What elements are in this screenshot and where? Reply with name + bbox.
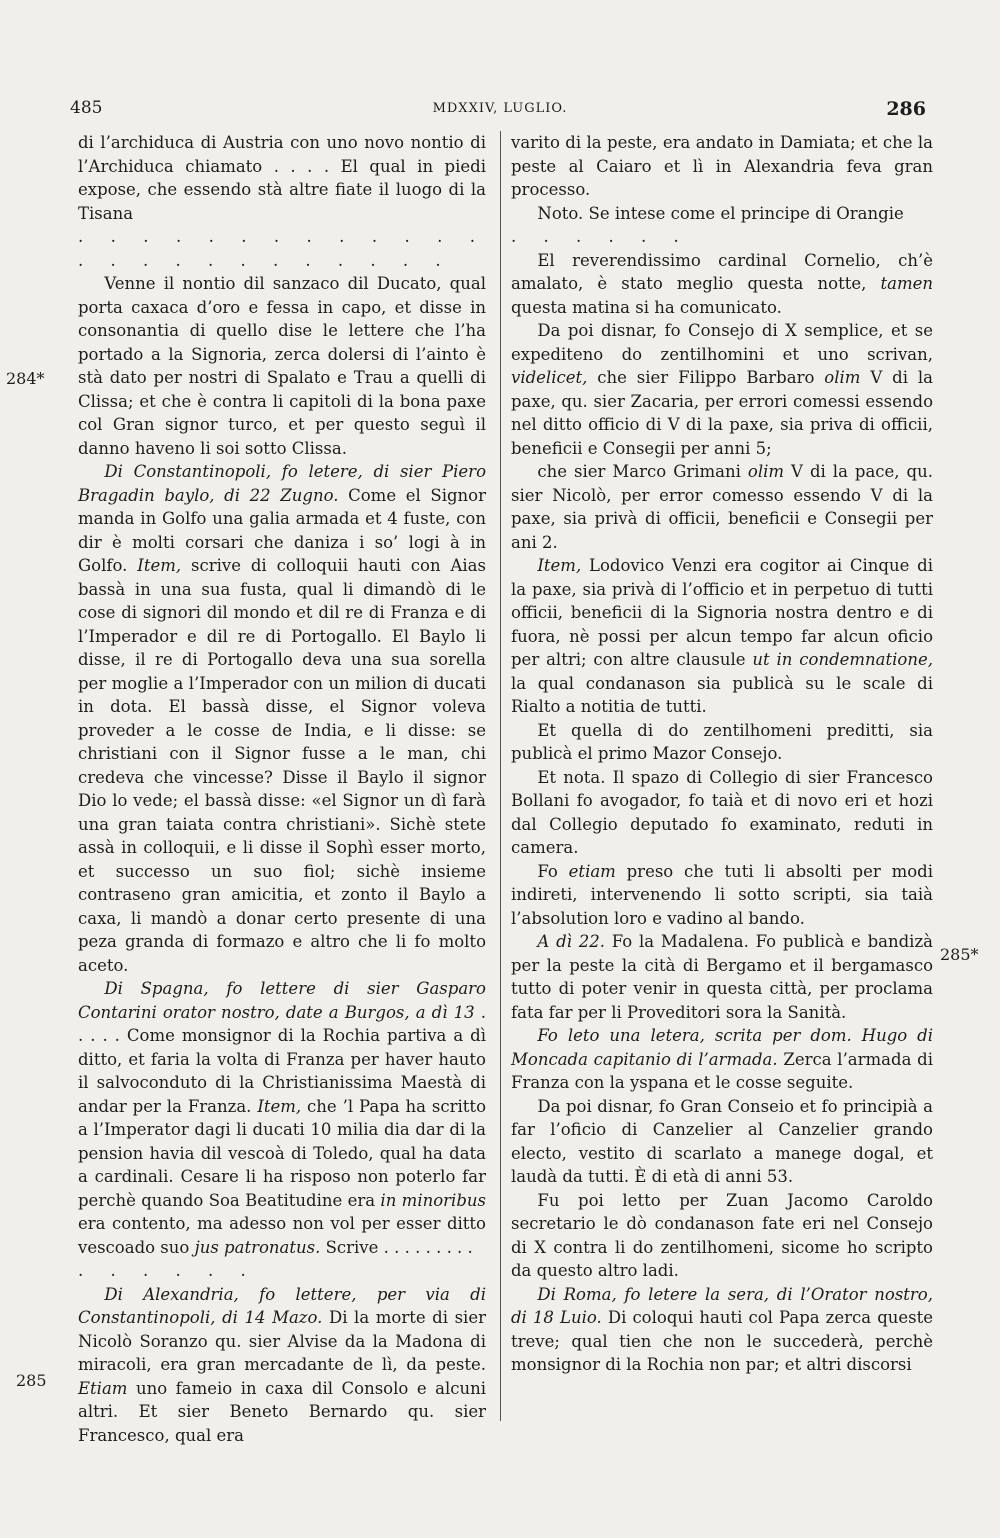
italic-text: etiam [568,861,616,881]
italic-text: in minoribus [380,1190,486,1210]
text: Zerca l’armada di Franza con la yspana et le cosse seguite. [511,1049,933,1092]
text: Di coloqui hauti col Papa zerca queste treve; qual tien che non le succederà, perchè monsignor di la Rochia non par; et altri discorsi [511,1308,934,1374]
paragraph [78,225,486,272]
text: uno fameio in caxa dil Consolo e alcuni altri. Et sier Beneto Bernardo qu. sier Francesco, qual era [78,1378,486,1445]
text: Scrive . . . . . . . . . [320,1237,473,1257]
paragraph [511,1024,933,1095]
paragraph [511,249,933,320]
text: Fu poi letto per Zuan Jacomo Caroldo secretario le dò condanason fate eri nel Consejo di X contra li do zentilhomeni, sicome ho scripto da questo altro ladi. [511,1190,933,1280]
paragraph [78,131,486,225]
italic-text: videlicet, [511,368,588,387]
paragraph [511,1283,933,1377]
text: Come el Signor manda in Golfo una galia armada et 4 fuste, con dir è molti corsari che daniza i so’ logi à in Golfo. [78,485,486,575]
paragraph [511,766,933,860]
italic-text: Di Alexandria, fo lettere, per via di Constantinopoli, di 14 Mazo. [78,1284,486,1327]
paragraph [511,719,933,766]
margin-number-284: 284* [6,369,45,388]
paragraph [78,1259,486,1283]
text: scrive di colloquii hauti con Aias bassà in una sua fusta, qual li dimandò di le cose di signori dil mondo et dil re di Franza e di l’Imperador e dil re di Portogallo. El Baylo li disse, il re di Portogallo deva una sua sorella per moglie a l’Imperador con un milion di ducati in dota. El bassà disse, el Signor voleva proveder a le cosse de India, e li disse: se christiani con il Signor fusse a le man, chi credeva che vincesse? Disse il Baylo il signor Dio lo vede; el bassà disse: «el Signor un dì farà una gran taiata contra christiani». Sichè stete assà in colloquii, e li disse il Sophì esser morto, et successo un suo fiol; sichè insieme contraseno gran amicitia, et zonto il Baylo a caxa, li mandò a donar certo presente di una peza granda di formazo e altro che li fo molto aceto. [78,556,486,975]
italic-text: olim [747,462,785,481]
text: . . . . . Come monsignor di la Rochia partiva a dì ditto, et faria la volta di Franza per haver hauto il salvoconduto di la Christianissima Maestà di andar per la Franza. [78,1002,487,1116]
italic-text: Di Roma, fo letere la sera, di l’Orator nostro, di 18 Luio. [511,1284,933,1327]
text: che ’l Papa ha scritto a l’Imperator dagi li ducati 10 milia dia dar di la pension havia dil vescoà di Toledo, qual ha data a cardinali. Cesare li ha risposo non poterlo far perchè quando Soa Beatitudine era [78,1096,486,1210]
text: . . . . . . [78,1261,257,1280]
paragraph [78,272,486,460]
paragraph [511,460,933,554]
text: la qual condanason sia publicà su le scale di Rialto a notitia de tutti. [511,673,933,716]
paragraph [511,202,933,226]
paragraph [78,1283,486,1448]
column-divider [500,131,501,1421]
paragraph [511,131,933,202]
italic-text: Di Constantinopoli, fo letere, di sier Piero Bragadin baylo, di 22 Zugno. [78,462,486,505]
text: El reverendissimo cardinal Cornelio, ch’è amalato, è stato meglio questa notte, [511,250,933,293]
text: era contento, ma adesso non vol per esser ditto vescoado suo [78,1214,486,1257]
text: che sier Marco Grimani [537,462,748,481]
text: V di la pace, qu. sier Nicolò, per error comesso essendo V di la paxe, sia privà di officii, beneficii e Consegii per ani 2. [511,462,933,552]
text: Venne il nontio dil sanzaco dil Ducato, qual porta caxaca d’oro e fessa in capo, et disse in consonantia di quello dise le lettere che l’ha portado a la Signoria, zerca dolersi di l’ainto è stà dato per nostri di Spalato e Trau a quelli di Clissa; et che è contra li capitoli di la bona paxe col Gran signor turco, et per questo seguì il danno haveno li soi sotto Clissa. [78,274,486,458]
italic-text: tamen [880,274,933,293]
running-header: MDXXIV, LUGLIO. [432,101,568,116]
paragraph [511,860,933,931]
paragraph [511,554,933,719]
text: varito di la peste, era andato in Damiata; et che la peste al Caiaro et lì in Alexandria feva gran processo. [511,133,933,199]
italic-text: Item, [257,1096,302,1116]
margin-number-285-right: 285* [940,945,979,964]
text: Fo [537,861,569,881]
text: V di la paxe, qu. sier Zacaria, per errori comessi essendo nel ditto officio di V di la paxe, sia priva di officii, beneficii e Consegii per anni 5; [511,368,933,458]
text: Noto. Se intese come el principe di Orangie [537,203,904,223]
text: Et quella di do zentilhomeni preditti, sia publicà el primo Mazor Consejo. [511,720,933,763]
right-column [511,131,933,1377]
text: . . . . . . [511,227,690,246]
text: Fo la Madalena. Fo publicà e bandizà per la peste la cità di Bergamo et il bergamasco tutto di poter venir in questa città, per proclama fata far per li Proveditori sora la Sanità. [511,932,933,1022]
text: Et nota. Il spazo di Collegio di sier Francesco Bollani fo avogador, fo taià et di novo eri et hozi dal Collegio deputado fo examinato, reduti in camera. [511,767,933,857]
margin-number-285-left: 285 [16,1371,47,1390]
paragraph [511,930,933,1024]
paragraph [511,225,933,249]
text: Di la morte di sier Nicolò Soranzo qu. sier Alvise da la Madona di miracoli, era gran mercadante de lì, da peste. [78,1308,486,1374]
paragraph [511,1095,933,1189]
italic-text: ut in condemnatione, [752,650,933,669]
italic-text: Item, [537,556,582,575]
italic-text: Di Spagna, fo lettere di sier Gasparo Contarini orator nostro, date a Burgos, a dì 13 [78,979,486,1022]
left-column [78,131,486,1447]
italic-text: olim [824,368,861,387]
italic-text: Fo leto una letera, scrita per dom. Hugo di Moncada capitanio di l’armada. [511,1026,933,1069]
italic-text: Item, [137,556,182,575]
page-number-left: 485 [70,98,103,118]
text: Da poi disnar, fo Gran Conseio et fo principià a far l’oficio di Canzelier al Canzelier grando electo, vestito di scarlato a manege dogal, et laudà da tutti. È di età di anni 53. [511,1096,933,1186]
text: che sier Filippo Barbaro [587,368,825,387]
text: questa matina si ha comunicato. [511,297,782,317]
page-number-right: 286 [886,98,926,120]
text: Da poi disnar, fo Consejo di X semplice, et se expediteno do zentilhomini et uno scrivan, [511,321,933,364]
paragraph [511,1189,933,1283]
italic-text: jus patronatus. [194,1237,321,1257]
paragraph [78,977,486,1259]
paragraph [511,319,933,460]
text: preso che tuti li absolti per modi indireti, intervenendo li sotto scripti, sia taià l’absolution loro e vadino al bando. [511,861,933,928]
text: di l’archiduca di Austria con uno novo nontio di l’Archiduca chiamato . . . . El qual in piedi expose, che essendo stà altre fiate il luogo di la Tisana [78,133,486,223]
text: . . . . . . . . . . . . . . . . . . . . . . . . . [78,227,486,270]
italic-text: A dì 22. [537,932,605,951]
text: Lodovico Venzi era cogitor ai Cinque di la paxe, sia privà di l’officio et in perpetuo di tutti officii, beneficii di la Signoria nostra dentro e di fuora, nè possi per alcun tempo far alcun oficio per altri; con altre clausule [511,556,933,669]
italic-text: Etiam [78,1378,128,1398]
paragraph [78,460,486,977]
